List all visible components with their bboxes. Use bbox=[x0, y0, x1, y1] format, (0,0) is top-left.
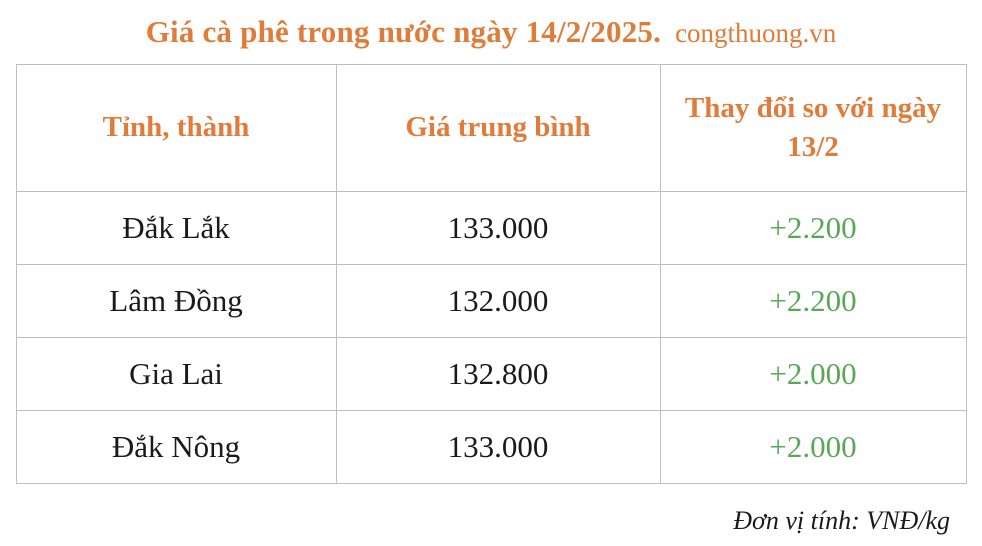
cell-change: +2.200 bbox=[660, 192, 966, 265]
document-header bbox=[0, 0, 982, 50]
cell-province: Đắk Nông bbox=[16, 411, 336, 484]
cell-change: +2.200 bbox=[660, 265, 966, 338]
table-row bbox=[16, 338, 966, 411]
unit-note: Đơn vị tính: VNĐ/kg bbox=[733, 506, 950, 535]
cell-province: Đắk Lắk bbox=[16, 192, 336, 265]
page-title: Giá cà phê trong nước ngày 14/2/2025. bbox=[145, 14, 662, 49]
table-body bbox=[16, 192, 966, 484]
coffee-price-table bbox=[16, 64, 967, 484]
table-row bbox=[16, 265, 966, 338]
source-label: congthuong.vn bbox=[675, 18, 837, 48]
cell-price: 132.000 bbox=[336, 265, 660, 338]
column-header-change: Thay đổi so với ngày 13/2 bbox=[660, 65, 966, 192]
cell-change: +2.000 bbox=[660, 411, 966, 484]
column-header-province: Tỉnh, thành bbox=[16, 65, 336, 192]
cell-price: 133.000 bbox=[336, 411, 660, 484]
cell-province: Lâm Đồng bbox=[16, 265, 336, 338]
table-header-row bbox=[16, 65, 966, 192]
cell-price: 133.000 bbox=[336, 192, 660, 265]
cell-province: Gia Lai bbox=[16, 338, 336, 411]
table-row bbox=[16, 411, 966, 484]
cell-price: 132.800 bbox=[336, 338, 660, 411]
cell-change: +2.000 bbox=[660, 338, 966, 411]
column-header-average-price: Giá trung bình bbox=[336, 65, 660, 192]
table-header bbox=[16, 65, 966, 192]
table-row bbox=[16, 192, 966, 265]
